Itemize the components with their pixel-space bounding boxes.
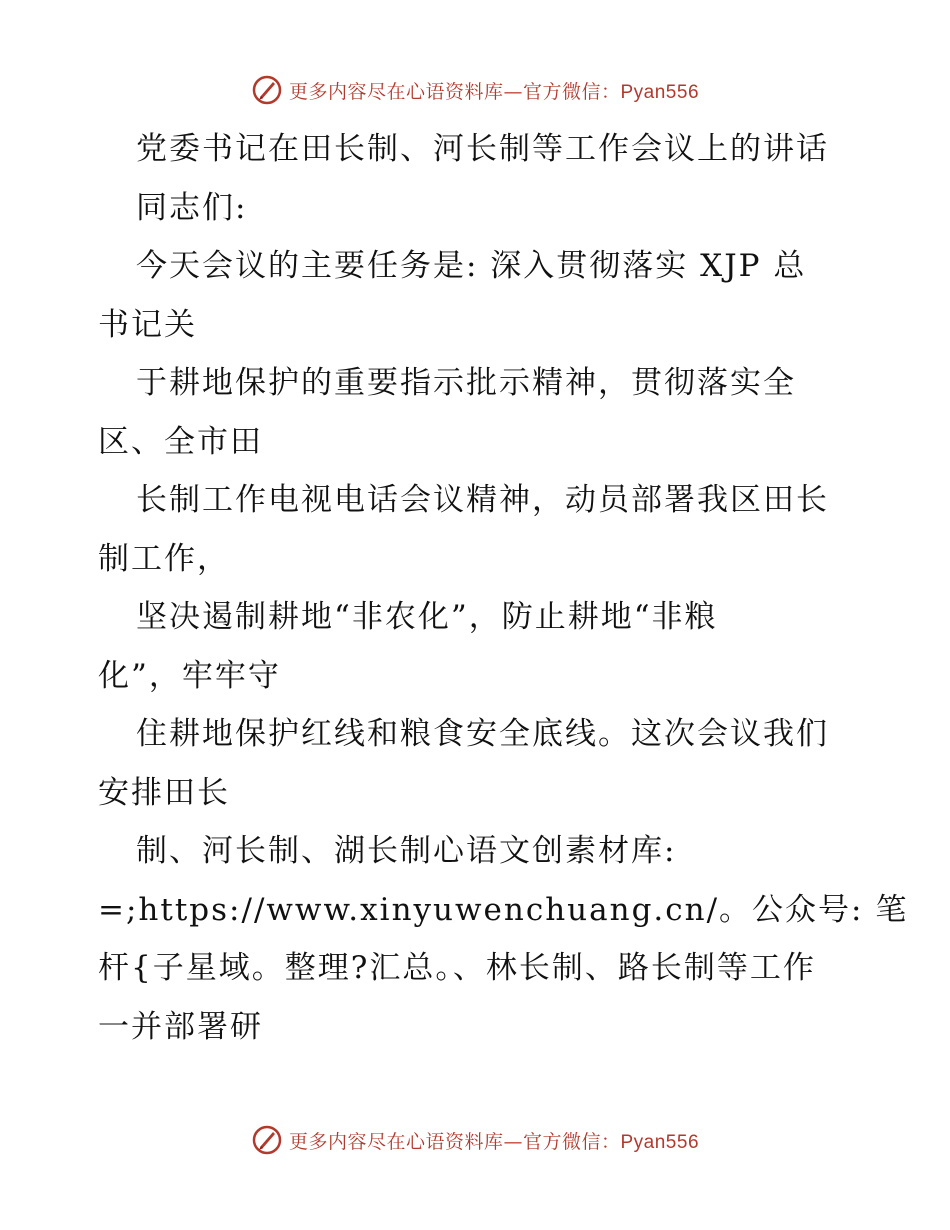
salutation: 同志们: <box>136 189 248 226</box>
text-line: 今天会议的主要任务是: 深入贯彻落实 XJP 总 <box>136 248 807 284</box>
watermark-separator: — <box>503 80 523 103</box>
text-line: 住耕地保护红线和粮食安全底线。这次会议我们 <box>136 716 829 752</box>
text-line: 杆{子星域。整理?汇总。、林长制、路长制等工作 <box>98 950 816 986</box>
watermark-wechat-label: 官方微信： <box>522 80 621 103</box>
watermark-separator: — <box>503 1130 523 1153</box>
watermark-wechat-id: Pyan556 <box>620 1131 700 1153</box>
watermark-wechat-label: 官方微信： <box>522 1130 621 1153</box>
text-line: 安排田长 <box>98 774 230 811</box>
quill-logo-icon <box>251 1124 283 1156</box>
text-line: =;https://www.xinyuwenchuang.cn/。公众号: 笔 <box>98 891 909 928</box>
watermark-text <box>289 1127 699 1154</box>
text-line: 于耕地保护的重要指示批示精神，贯彻落实全 <box>136 365 796 401</box>
text-line: 区、全市田 <box>98 423 263 460</box>
footer-watermark <box>0 1120 950 1160</box>
watermark-main: 更多内容尽在心语资料库 <box>288 1130 504 1153</box>
watermark-wechat-id: Pyan556 <box>620 81 700 103</box>
watermark-main: 更多内容尽在心语资料库 <box>288 80 504 103</box>
text-line: 一并部署研 <box>98 1008 263 1045</box>
text-line: 化”，牢牢守 <box>98 657 281 694</box>
text-line: 书记关 <box>98 306 197 343</box>
text-line: 长制工作电视电话会议精神，动员部署我区田长 <box>136 482 829 518</box>
watermark-text <box>289 77 699 104</box>
document-title: 党委书记在田长制、河长制等工作会议上的讲话 <box>136 131 829 167</box>
document-body <box>98 120 909 1056</box>
header-watermark <box>0 70 950 110</box>
text-line: 制、河长制、湖长制心语文创素材库: <box>136 833 677 869</box>
text-line: 制工作， <box>98 540 230 577</box>
quill-logo-icon <box>251 74 283 106</box>
text-line: 坚决遏制耕地“非农化”，防止耕地“非粮 <box>136 599 718 635</box>
